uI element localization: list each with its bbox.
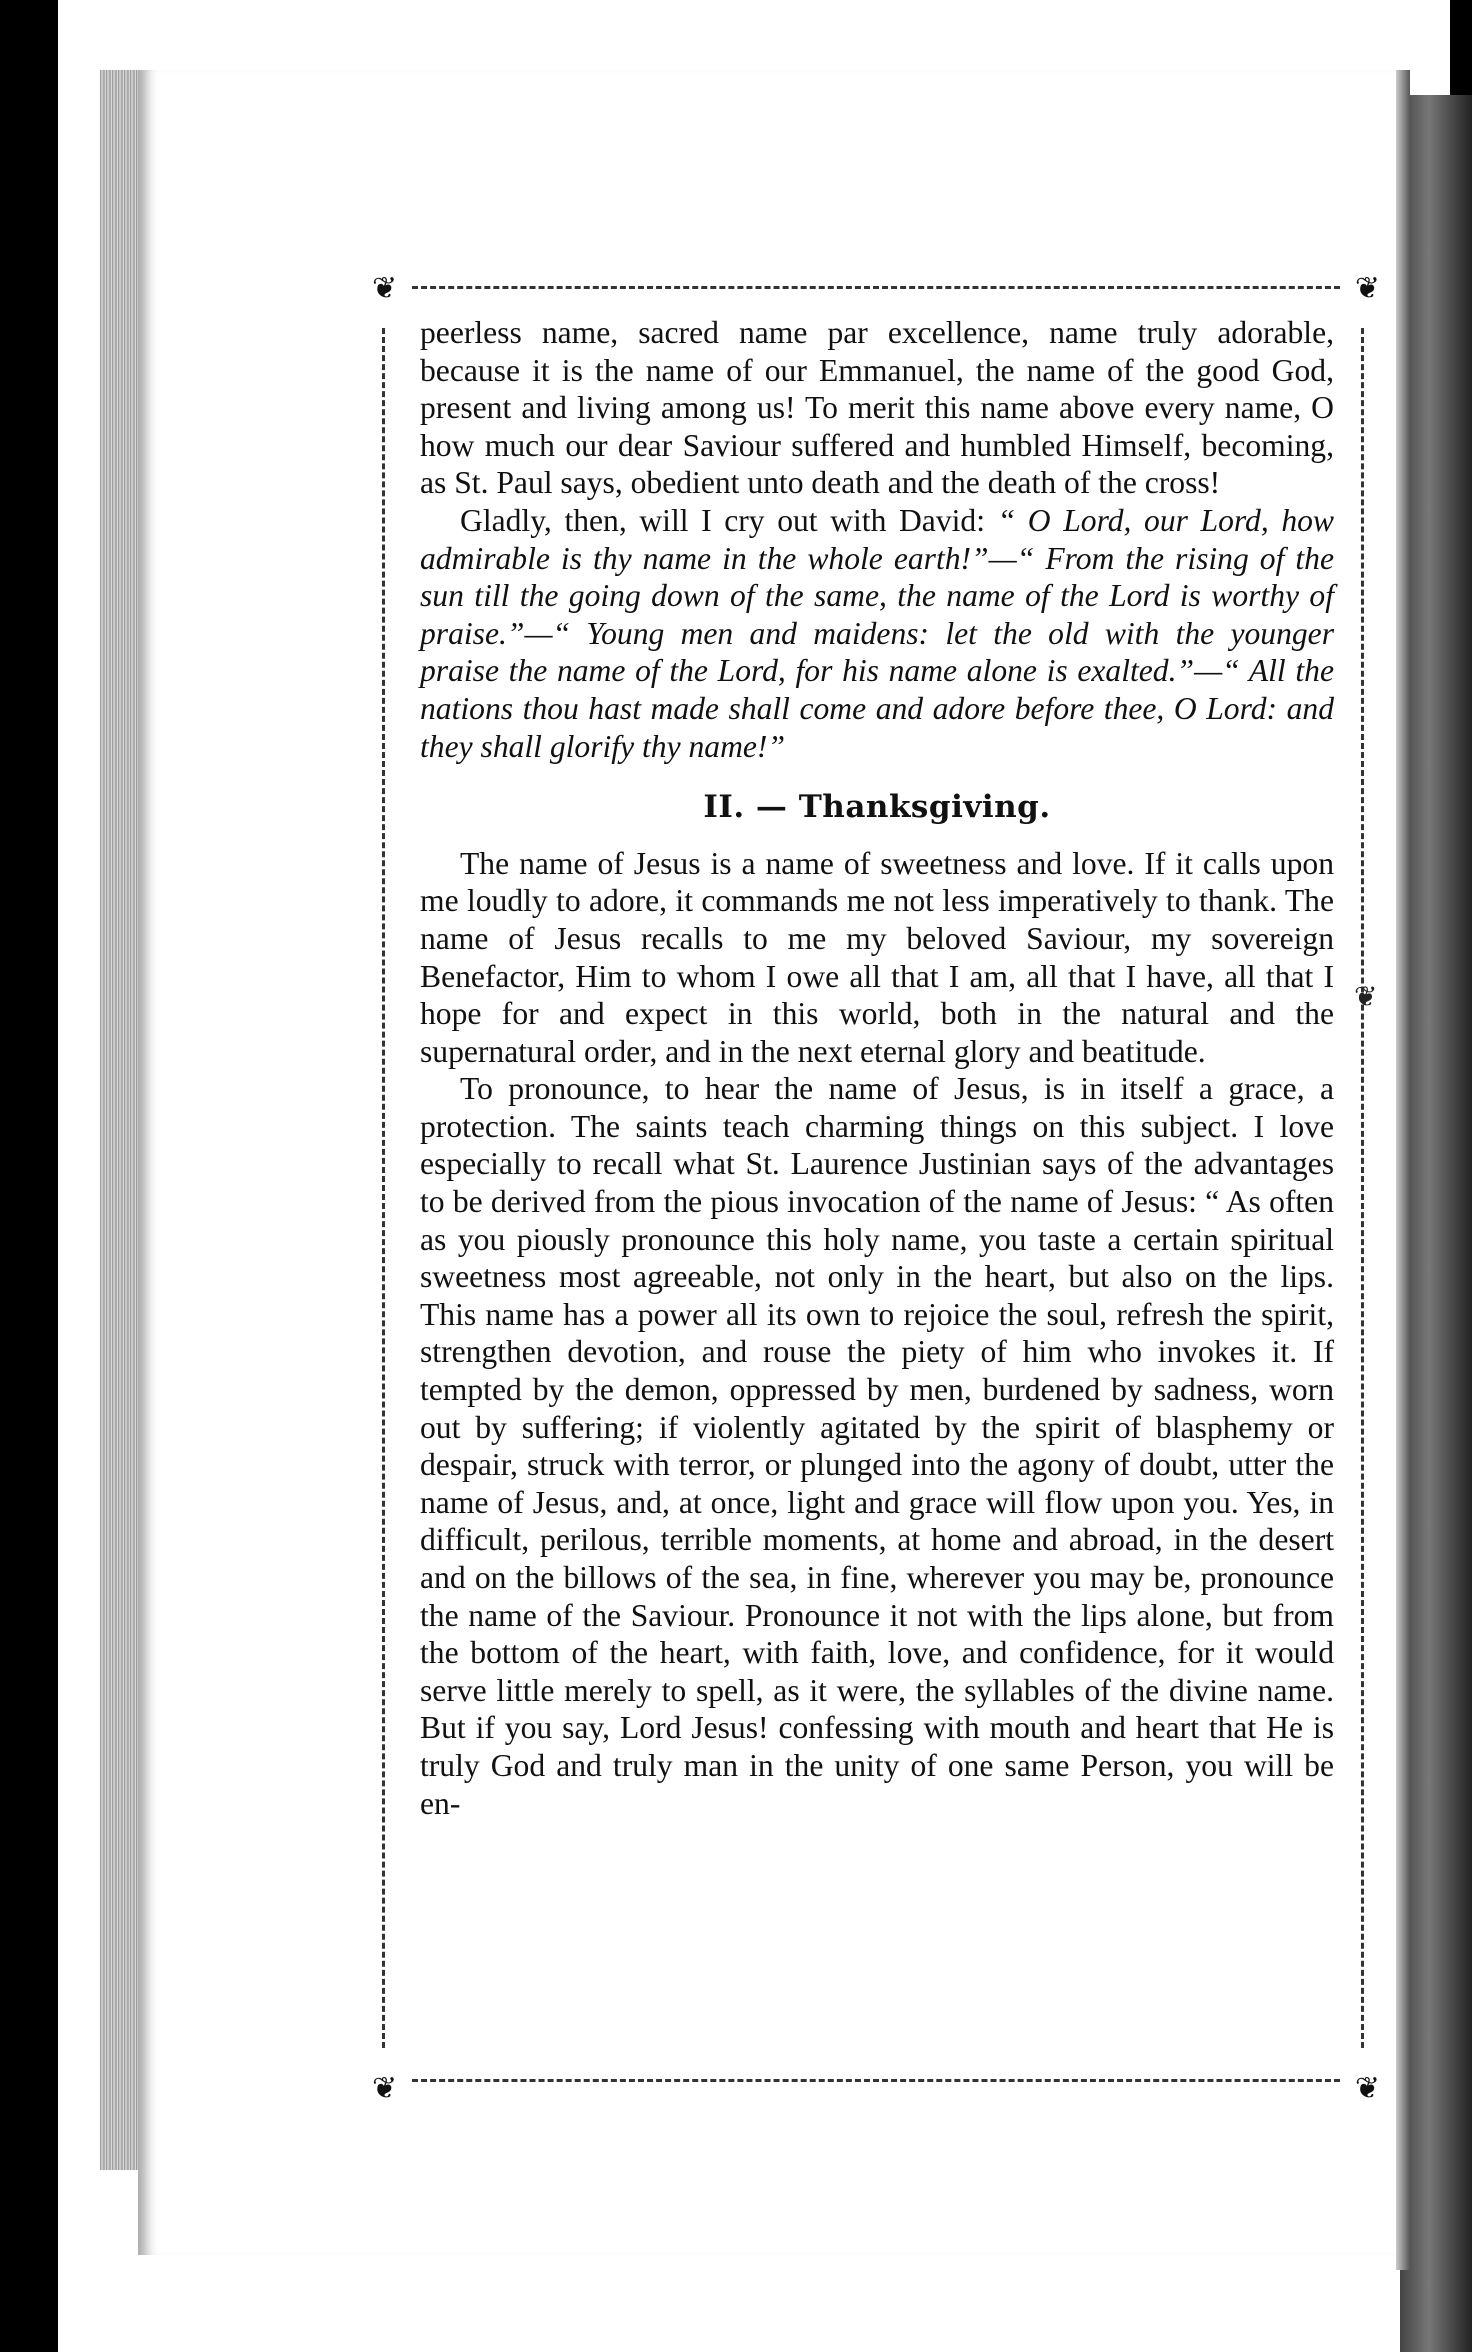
paragraph-3: The name of Jesus is a name of sweetness and love. If it calls upon me loudly to adore, it commands me not less imperatively to thank. The name of Jesus recalls to me my beloved Saviour, my sovereign Benefactor, Him to whom I owe all that I am, all that I have, all that I hope for and expect in this world, both in the natural and the supernatural order, and in the next eternal glory and beatitude. bbox=[420, 845, 1334, 1069]
page-edges bbox=[100, 70, 142, 2170]
book-spine-shadow bbox=[1400, 95, 1472, 2352]
paragraph-2-quote: “ O Lord, our Lord, how admirable is thy name in the whole earth!”—“ From the rising of the sun till the going down of the same, the name of the Lord is worthy of praise.”—“ Young men and maidens: let the old with the younger praise the name of the Lord, for his name alone is exalted.”—“ All the nations thou hast made shall come and adore before thee, O Lord: and they shall glorify thy name!” bbox=[420, 502, 1335, 764]
corner-ornament-icon: ❦ bbox=[1354, 271, 1380, 306]
section-heading: II. — Thanksgiving. bbox=[703, 789, 1051, 826]
corner-ornament-icon: ❦ bbox=[1354, 2071, 1380, 2106]
paragraph-2 bbox=[420, 502, 1334, 765]
corner-ornament-icon: ❦ bbox=[372, 271, 398, 306]
corner-ornament-icon: ❦ bbox=[372, 2071, 398, 2106]
ornamental-border-frame bbox=[372, 271, 1380, 2106]
border-left bbox=[382, 328, 395, 2048]
border-right bbox=[1361, 328, 1374, 2048]
paragraph-1: peerless name, sacred name par excellence, name truly adorable, because it is the name of our Emmanuel, the name of the good God, present and living among us! To merit this name above every name, O how much our dear Saviour suffered and humbled Himself, becoming, as St. Paul says, obedient unto death and the death of the cross! bbox=[420, 315, 1334, 501]
paragraph-4: To pronounce, to hear the name of Jesus, is in itself a grace, a protection. The saints teach charming things on this subject. I love especially to recall what St. Laurence Justinian says of the advantages to be derived from the pious invocation of the name of Jesus: “ As often as you piously pronounce this holy name, you taste a certain spiritual sweetness most agreeable, not only in the heart, but also on the lips. This name has a power all its own to rejoice the soul, refresh the spirit, strengthen devotion, and rouse the piety of him who invokes it. If tempted by the demon, oppressed by men, burdened by sadness, worn out by suffering; if violently agitated by the spirit of blasphemy or despair, struck with terror, or plunged into the agony of doubt, utter the name of Jesus, and, at once, light and grace will flow upon you. Yes, in difficult, perilous, terrible moments, at home and abroad, in the desert and on the billows of the sea, in fine, wherever you may be, pronounce the name of the Saviour. Pronounce it not with the lips alone, but from the bottom of the heart, with faith, love, and confidence, for it would serve little merely to spell, as it were, the syllables of the divine name. But if you say, Lord Jesus! confessing with mouth and heart that He is truly God and truly man in the unity of one same Person, you will be en- bbox=[420, 1071, 1334, 1821]
border-bottom bbox=[412, 2079, 1340, 2092]
border-top bbox=[412, 286, 1340, 299]
paragraph-2-intro: Gladly, then, will I cry out with David: bbox=[460, 502, 998, 538]
side-ornament-icon: ❦ bbox=[1354, 980, 1378, 1013]
page-right-edge bbox=[1396, 70, 1410, 2270]
page-text bbox=[420, 314, 1334, 1822]
